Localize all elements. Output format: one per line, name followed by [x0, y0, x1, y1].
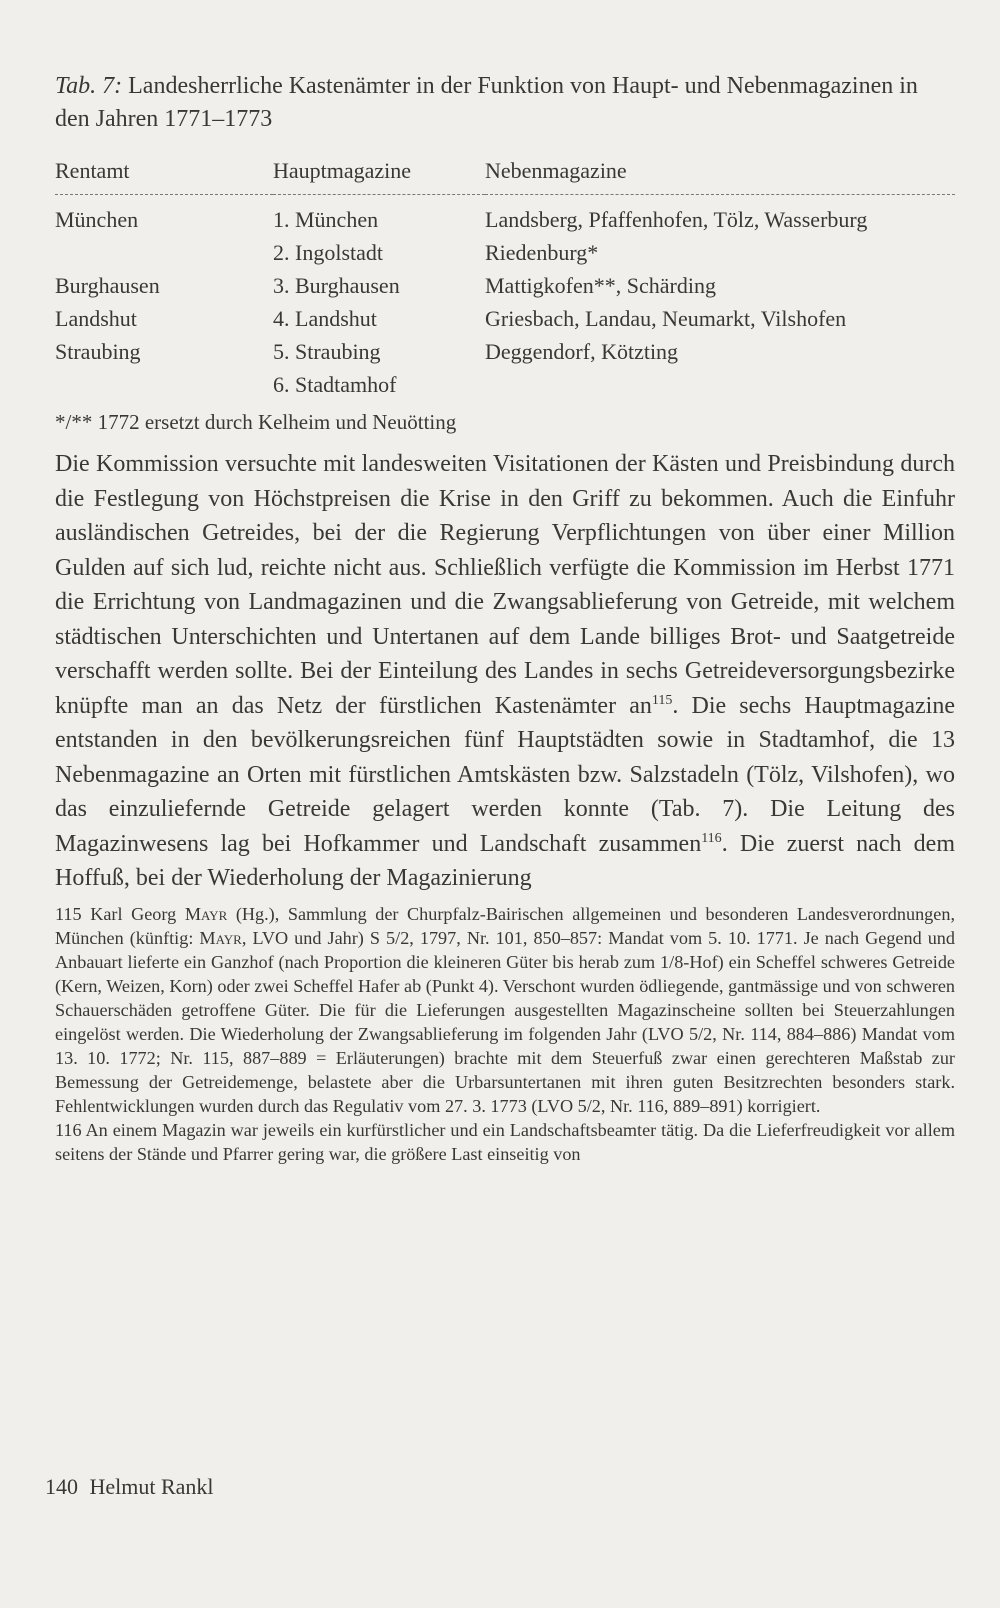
footnote-ref-115[interactable]: 115	[651, 692, 673, 708]
table-row	[55, 302, 955, 335]
page-content	[55, 70, 955, 1166]
magazine-table	[55, 158, 955, 401]
cell-rentamt: Burghausen	[55, 273, 160, 298]
table-row	[55, 195, 955, 237]
page-number: 140	[45, 1474, 78, 1499]
cell-hauptmagazin: 3. Burghausen	[273, 273, 400, 298]
footnote-116	[55, 1118, 955, 1166]
table-header-row	[55, 158, 955, 195]
footnote-number: 116	[55, 1119, 82, 1140]
cell-nebenmagazine	[485, 368, 955, 401]
table-row	[55, 236, 955, 269]
body-text-3: . Die zuerst nach dem Hoffuß, bei der Wiederholung der Magazinierung	[55, 830, 955, 891]
footnote-text: Karl Georg	[90, 903, 185, 924]
table-row	[55, 335, 955, 368]
cell-rentamt: Landshut	[55, 306, 137, 331]
cell-hauptmagazin: 4. Landshut	[273, 306, 377, 331]
cell-hauptmagazin: 5. Straubing	[273, 339, 381, 364]
header-rentamt: Rentamt	[55, 158, 273, 195]
page-footer	[45, 1474, 214, 1500]
author-name: Mayr	[184, 903, 228, 924]
body-text-2: . Die sechs Hauptmagazine entstanden in den bevölkerungsreichen fünf Hauptstädten sowie in Stadtamhof, die 13 Nebenmagazine an Orten mit fürstlichen Amtskästen bzw. Salzstadeln (Tölz, Vilshofen), wo das einzuliefernde Getreide gelagert werden konnte (Tab. 7). Die Leitung des Magazinwesens lag bei Hofkammer und Landschaft zusammen	[55, 692, 955, 857]
cell-nebenmagazine: Landsberg, Pfaffenhofen, Tölz, Wasserburg	[485, 207, 868, 232]
cell-nebenmagazine: Griesbach, Landau, Neumarkt, Vilshofen	[485, 306, 847, 331]
cell-rentamt	[55, 368, 273, 401]
table-row	[55, 269, 955, 302]
footnotes	[55, 902, 955, 1166]
table-caption-label: Tab. 7:	[55, 73, 123, 99]
cell-nebenmagazine: Mattigkofen**, Schärding	[485, 273, 716, 298]
cell-hauptmagazin: 6. Stadtamhof	[273, 372, 397, 397]
running-author: Helmut Rankl	[89, 1474, 214, 1499]
cell-nebenmagazine: Deggendorf, Kötzting	[485, 339, 679, 364]
table-caption-text: Landesherrliche Kastenämter in der Funktion von Haupt- und Nebenmagazinen in den Jahren 1771–1773	[55, 73, 918, 132]
cell-nebenmagazine: Riedenburg*	[485, 240, 599, 265]
table-note: */** 1772 ersetzt durch Kelheim und Neuötting	[55, 410, 457, 434]
header-hauptmagazine: Hauptmagazine	[273, 158, 485, 195]
cell-hauptmagazin: 1. München	[273, 207, 379, 232]
cell-rentamt	[55, 236, 273, 269]
cell-rentamt: Straubing	[55, 339, 141, 364]
footnote-ref-116[interactable]: 116	[701, 830, 722, 846]
cell-rentamt: München	[55, 207, 139, 232]
body-text-1: Die Kommission versuchte mit landesweiten Visitationen der Kästen und Preisbindung durch die Festlegung von Höchstpreisen die Krise in den Griff zu bekommen. Auch die Einfuhr ausländischen Getreides, bei der die Regierung Verpflichtungen von über einer Million Gulden auf sich lud, reichte nicht aus. Schließlich verfügte die Kommission im Herbst 1771 die Errichtung von Landmagazinen und die Zwangsablieferung von Getreide, mit welchem städtischen Unterschichten und Untertanen auf dem Lande billiges Brot- und Saatgetreide verschafft werden sollte. Bei der Einteilung des Landes in sechs Getreideversorgungsbezirke knüpfte man an das Netz der fürstlichen Kastenämter an	[55, 451, 955, 719]
footnote-115	[55, 902, 955, 1118]
footnote-text: An einem Magazin war jeweils ein kurfürstlicher und ein Landschaftsbeamter tätig. Da die Lieferfreudigkeit vor allem seitens der Stände und Pfarrer gering war, die größere Last einseitig von	[55, 1119, 955, 1164]
header-nebenmagazine: Nebenmagazine	[485, 158, 955, 195]
cell-hauptmagazin: 2. Ingolstadt	[273, 240, 383, 265]
table-caption	[55, 70, 955, 136]
footnote-number: 115	[55, 903, 82, 924]
table-row	[55, 368, 955, 401]
author-name: Mayr	[199, 927, 242, 948]
footnote-text: , LVO und Jahr) S 5/2, 1797, Nr. 101, 850–857: Mandat vom 5. 10. 1771. Je nach Gegend und Anbauart lieferte ein Ganzhof (nach Proportion die kleineren Güter bis herab zum 1/8-Hof) ein Scheffel schweres Getreide (Kern, Weizen, Korn) oder zwei Scheffel Hafer ab (Punkt 4). Verschont wurden ödliegende, gantmässige und von schweren Schauerschäden getroffene Güter. Die für die Lieferungen ausgestellten Magazinscheine sollten bei Steuerzahlungen eingelöst werden. Die Wiederholung der Zwangsablieferung im folgenden Jahr (LVO 5/2, Nr. 114, 884–886) Mandat vom 13. 10. 1772; Nr. 115, 887–889 = Erläuterungen) brachte mit dem Steuerfuß zwar einen gerechteren Maßstab zur Bemessung der Getreidemenge, belastete aber die Urbarsuntertanen mit ihren guten Besitzrechten besonders stark. Fehlentwicklungen wurden durch das Regulativ vom 27. 3. 1773 (LVO 5/2, Nr. 116, 889–891) korrigiert.	[55, 927, 955, 1116]
footnote-text: (Hg.), Sammlung der Churpfalz-Bairischen allgemeinen und besonderen Landesverordnungen, München (künftig:	[55, 903, 955, 948]
body-paragraph	[55, 447, 955, 896]
